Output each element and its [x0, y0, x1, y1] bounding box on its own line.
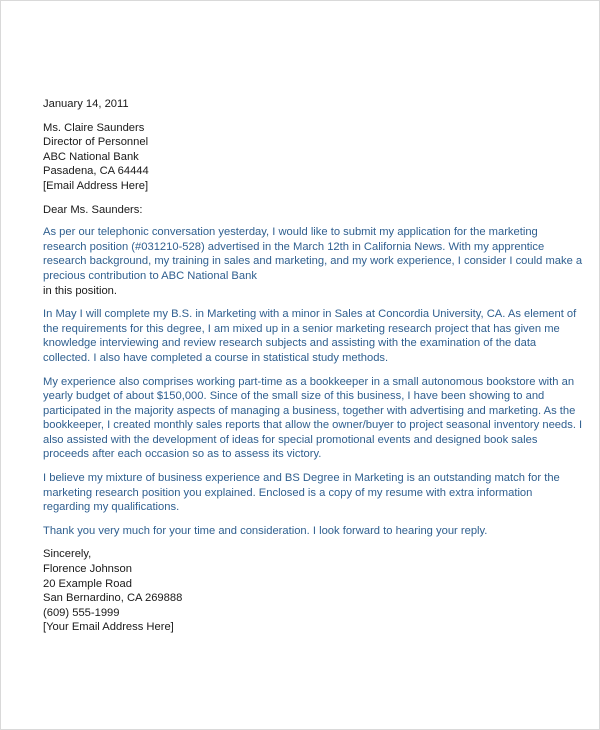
paragraph-line: also assisted with the development of ideas for special promotional events and designed book sales	[43, 433, 538, 446]
paragraph-introduction	[43, 225, 583, 298]
paragraph-line: bookkeeper, I created monthly sales reports that allow the owner/buyer to project seasonal inventory needs. I	[43, 419, 583, 432]
paragraph-line: marketing research position you explained. Enclosed is a copy of my resume with extra information	[43, 486, 533, 499]
paragraph-education	[43, 307, 577, 365]
sender-email: [Your Email Address Here]	[43, 621, 174, 634]
cover-letter	[43, 97, 583, 635]
paragraph-line: participated in the majority aspects of managing a business, together with advertising and marketing. As the	[43, 404, 576, 417]
sender-street: 20 Example Road	[43, 577, 132, 590]
closing: Sincerely,	[43, 548, 92, 561]
recipient-name: Ms. Claire Saunders	[43, 121, 145, 134]
recipient-company: ABC National Bank	[43, 150, 139, 163]
paragraph-thanks	[43, 524, 563, 539]
paragraph-line: In May I will complete my B.S. in Marketing with a minor in Sales at Concordia University, CA. As element of	[43, 308, 577, 321]
paragraph-line: research background, my training in sales and marketing, and my work experience, I consider I could make a	[43, 255, 583, 268]
paragraph-line: collected. I also have completed a course in statistical study methods.	[43, 351, 389, 364]
signature-block	[43, 562, 563, 635]
recipient-title: Director of Personnel	[43, 136, 149, 149]
paragraph-line: research position (#031210-528) advertised in the March 12th in California News. With my apprentice	[43, 240, 545, 253]
paragraph-line: precious contribution to ABC National Bank	[43, 269, 257, 282]
paragraph-line: My experience also comprises working part-time as a bookkeeper in a small autonomous bookstore with an	[43, 375, 575, 388]
recipient-address-block	[43, 121, 563, 194]
sender-city: San Bernardino, CA 269888	[43, 592, 183, 605]
paragraph-line: proceeds after each occasion so as to assess its victory.	[43, 448, 322, 461]
paragraph-line: the requirements for this degree, I am mixed up in a senior marketing research project that has given me	[43, 322, 560, 335]
sender-phone: (609) 555-1999	[43, 606, 120, 619]
paragraph-summary	[43, 471, 563, 515]
paragraph-experience	[43, 375, 583, 463]
paragraph-line: knowledge interviewing and review research subjects and assisting with the examination of the data	[43, 337, 537, 350]
sender-name: Florence Johnson	[43, 563, 132, 576]
paragraph-line: in this position.	[43, 284, 118, 297]
paragraph-line: I believe my mixture of business experience and BS Degree in Marketing is an outstanding match for the	[43, 472, 560, 485]
paragraph-line: yearly budget of about $150,000. Since of the small size of this business, I have been showing to and	[43, 390, 545, 403]
recipient-city: Pasadena, CA 64444	[43, 165, 149, 178]
salutation: Dear Ms. Saunders:	[43, 203, 143, 216]
recipient-email: [Email Address Here]	[43, 179, 149, 192]
letter-date: January 14, 2011	[43, 98, 129, 110]
paragraph-line: Thank you very much for your time and consideration. I look forward to hearing your reply.	[43, 524, 488, 537]
paragraph-line: regarding my qualifications.	[43, 501, 180, 514]
paragraph-line: As per our telephonic conversation yesterday, I would like to submit my application for the marketing	[43, 226, 538, 239]
